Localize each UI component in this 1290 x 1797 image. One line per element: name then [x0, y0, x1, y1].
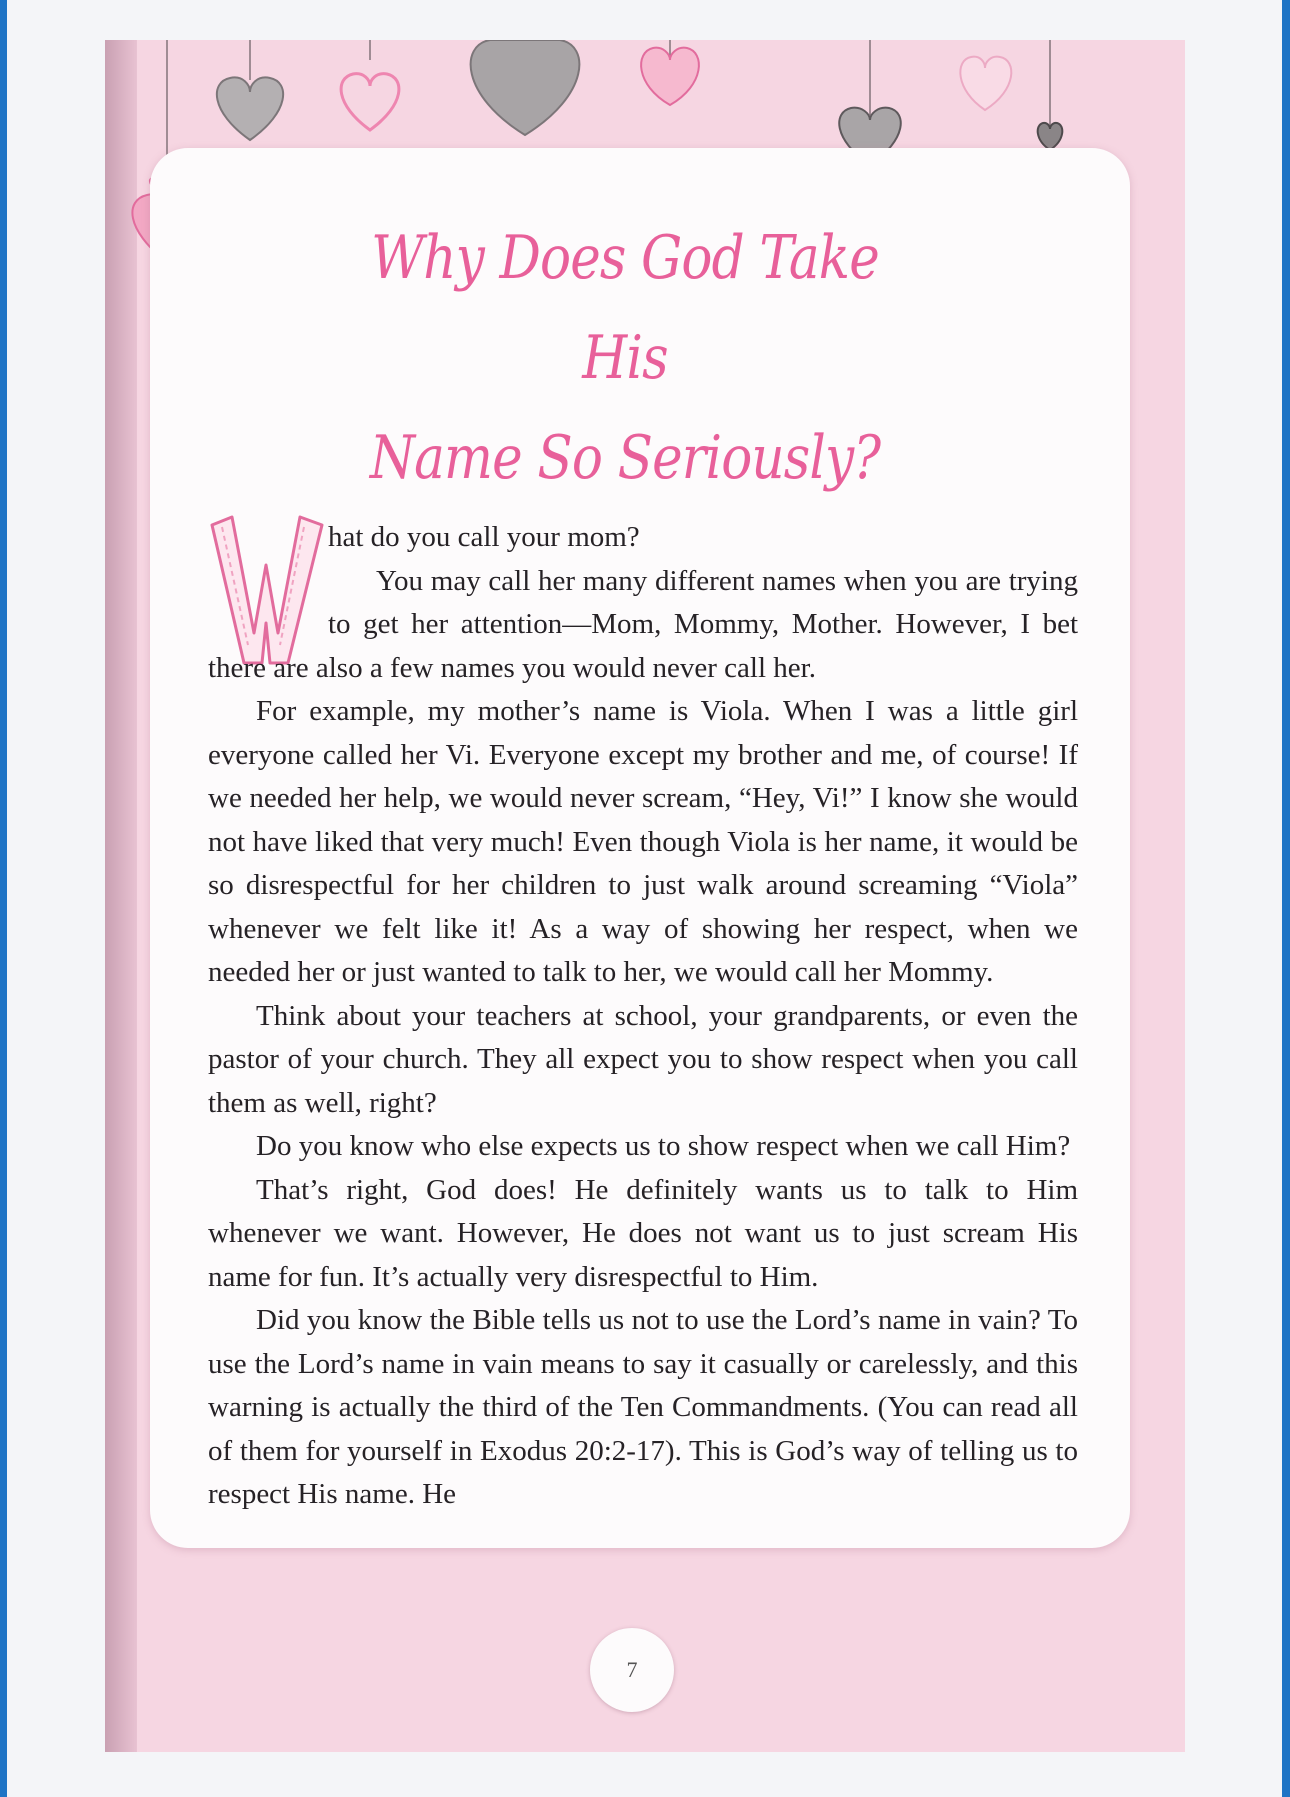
right-frame-border [1282, 0, 1290, 1797]
heart-icon [641, 48, 699, 105]
title-line-1: Why Does God Take His [371, 223, 879, 393]
paragraph-6: That’s right, God does! He definitely wants us to talk to Him whenever we want. However, He does not want us to just scream His name for fun. It’s actually very disrespectful to Him. [208, 1173, 1078, 1293]
page-number: 7 [590, 1628, 674, 1712]
left-frame-border [0, 0, 7, 1797]
heart-icon [217, 77, 283, 140]
book-page [105, 40, 1185, 1752]
paragraph-4: Think about your teachers at school, your grandparents, or even the pastor of your church. They all expect you to show respect when you call them as well, right? [208, 999, 1078, 1119]
paragraph-7: Did you know the Bible tells us not to use the Lord’s name in vain? To use the Lord’s name in vain means to say it casually or carelessly, and this warning is actually the third of the Ten Commandments. (You can read all of them for yourself in Exodus 20:2-17). This is God’s way of telling us to respect His name. He [208, 1304, 1078, 1510]
paragraph-3: For example, my mother’s name is Viola. When I was a little girl everyone called her Vi. Everyone except my brother and me, of course! If we needed her help, we would never scream, “Hey, Vi!” I know she would not have liked that very much! Even though Viola is her name, it would be so disrespectful for her children to just walk around screaming “Viola” whenever we felt like it! As a way of showing her respect, when we needed her or just wanted to talk to her, we would call her Mommy. [208, 695, 1078, 988]
paragraph-2: You may call her many different names when you are trying to get her attention—Mom, Mommy, Mother. However, I bet there are also a few names you would never call her. [208, 564, 1078, 684]
heart-icon [341, 74, 399, 130]
paragraph-1: hat do you call your mom? [328, 521, 640, 553]
article-body [208, 516, 1078, 1517]
heart-icon [471, 40, 580, 135]
chapter-title [346, 208, 905, 508]
content-card [150, 148, 1130, 1548]
title-line-2: Name So Seriously? [369, 423, 881, 493]
heart-icon [960, 57, 1011, 110]
paragraph-5: Do you know who else expects us to show respect when we call Him? [256, 1130, 1071, 1162]
drop-cap-space [208, 516, 328, 644]
heart-icon [1038, 123, 1063, 150]
